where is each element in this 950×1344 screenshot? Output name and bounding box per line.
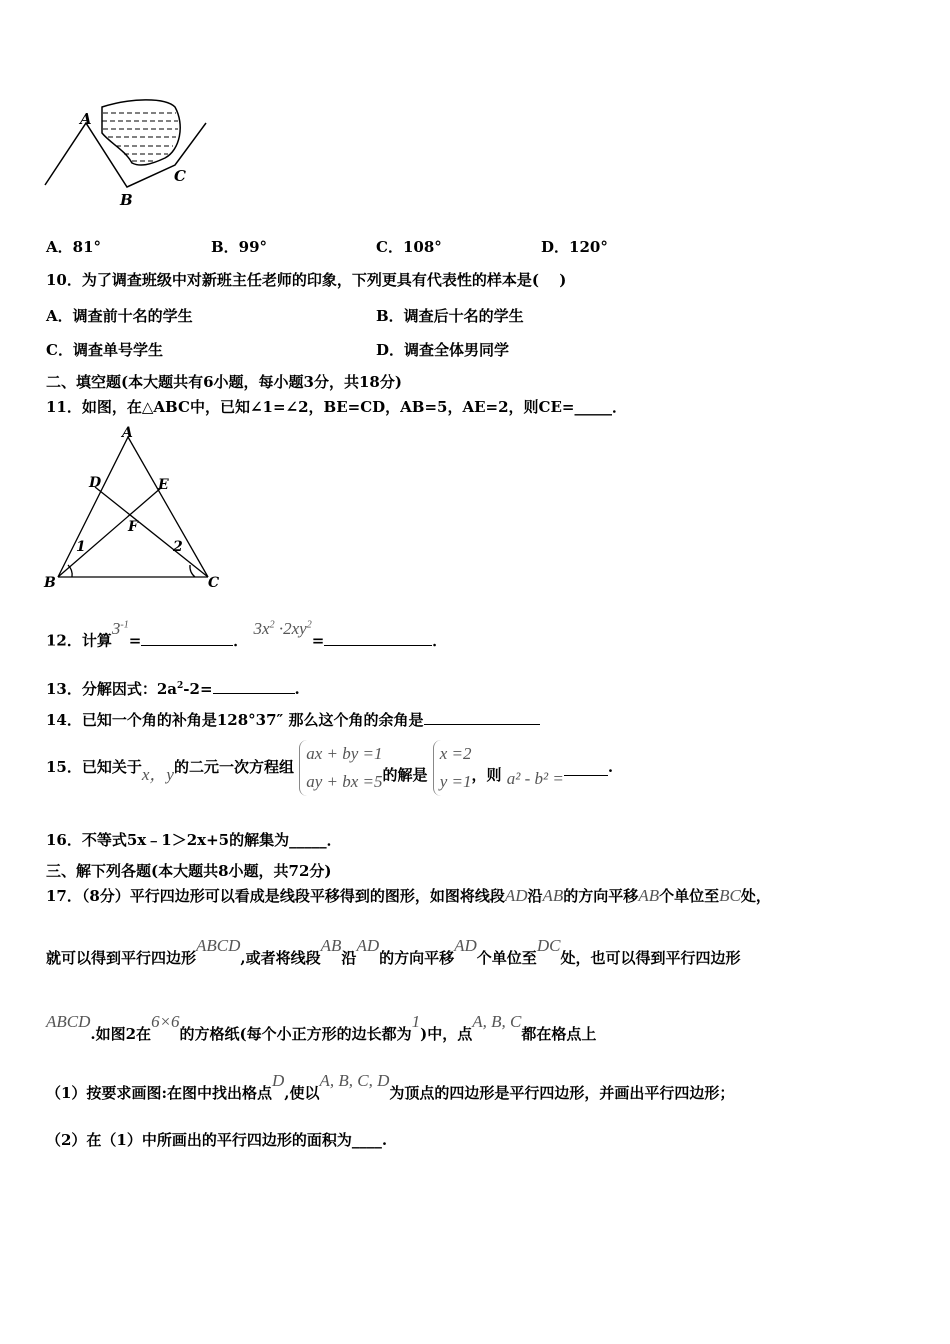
q17-line-3: ABCD.如图2在6×6的方格纸(每个小正方形的边长都为1)中，点A, B, C都在格点上 bbox=[46, 1012, 597, 1043]
q9-figure bbox=[40, 95, 220, 215]
svg-text:A: A bbox=[122, 425, 133, 441]
q17-line-2: 就可以得到平行四边形ABCD,或者将线段AB沿AD的方向平移AD个单位至DC处，也可以得到平行四边形 bbox=[46, 936, 741, 967]
q12-eq2: = bbox=[311, 631, 325, 650]
section-2-heading: 二、填空题(本大题共有6小题，每小题3分，共18分) bbox=[46, 373, 402, 391]
q17-line-1: 17．（8分）平行四边形可以看成是线段平移得到的图形，如图将线段AD沿AB的方向平移AB个单位至BC处， bbox=[46, 886, 771, 905]
q13-stem: 13．分解因式：$2a^2-2=$ . bbox=[46, 680, 300, 698]
q12-expr2: $3x^2 \cdot 2xy^2$ bbox=[253, 618, 312, 638]
q10-option-d[interactable]: D．调查全体男同学 bbox=[376, 341, 510, 359]
q12-blank-1[interactable] bbox=[141, 631, 233, 646]
svg-text:B: B bbox=[120, 191, 133, 209]
section-3-heading: 三、解下列各题(本大题共8小题，共72分) bbox=[46, 862, 332, 880]
q15-expr: a² - b² = bbox=[506, 769, 564, 788]
q12-blank-2[interactable] bbox=[324, 631, 432, 646]
q12-expr1: $3^{-1}$ bbox=[111, 618, 129, 638]
q12-stem bbox=[46, 618, 448, 651]
q10-option-a[interactable]: A．调查前十名的学生 bbox=[46, 307, 193, 325]
svg-text:D: D bbox=[89, 475, 102, 491]
q17-part-2: （2）在（1）中所画出的平行四边形的面积为____. bbox=[46, 1131, 388, 1149]
q9-option-b[interactable]: B．99° bbox=[211, 238, 268, 256]
q17-part-1: （1）按要求画图:在图中找出格点D,使以A, B, C, D为顶点的四边形是平行四边形，并画出平行四边形； bbox=[46, 1071, 735, 1102]
svg-text:2: 2 bbox=[173, 539, 183, 555]
q15-solution: x =2 y =1 bbox=[433, 740, 472, 796]
svg-text:B: B bbox=[44, 575, 56, 591]
q16-stem: 16．不等式5x﹣1＞2x+5的解集为_____． bbox=[46, 831, 342, 849]
q15-blank[interactable] bbox=[564, 761, 608, 776]
q11-stem: 11．如图，在△ABC中，已知∠1=∠2，BE=CD，AB=5，AE=2，则CE=_____． bbox=[46, 398, 627, 416]
q12-eq1: = bbox=[128, 631, 142, 650]
q9-option-d[interactable]: D．120° bbox=[541, 238, 608, 256]
svg-text:C: C bbox=[208, 575, 220, 591]
svg-text:F: F bbox=[128, 519, 138, 535]
q12-dot: ． bbox=[233, 631, 249, 650]
q10-stem: 10．为了调查班级中对新班主任老师的印象，下列更具有代表性的样本是( ) bbox=[46, 271, 567, 289]
svg-text:1: 1 bbox=[76, 539, 86, 555]
q9-option-c[interactable]: C．108° bbox=[376, 238, 442, 256]
q12-prefix: 12．计算 bbox=[46, 631, 112, 650]
svg-text:A: A bbox=[80, 110, 92, 128]
q11-triangle-figure bbox=[40, 425, 230, 595]
q15-vars: x，y bbox=[141, 765, 174, 784]
svg-text:C: C bbox=[174, 167, 186, 185]
q10-option-c[interactable]: C．调查单号学生 bbox=[46, 341, 163, 359]
q10-option-b[interactable]: B．调查后十名的学生 bbox=[376, 307, 524, 325]
q12-end: ． bbox=[432, 631, 448, 650]
q15-stem: 15．已知关于x，y的二元一次方程组 ax + by =1 ay + bx =5的解是 x =2 y =1，则 a² - b² =. bbox=[46, 740, 613, 796]
svg-text:E: E bbox=[158, 477, 169, 493]
q13-blank[interactable] bbox=[213, 679, 295, 694]
q14-stem: 14．已知一个角的补角是128°37″ 那么这个角的余角是 bbox=[46, 710, 540, 730]
q15-equation-system: ax + by =1 ay + bx =5 bbox=[299, 740, 382, 796]
q14-blank[interactable] bbox=[424, 710, 540, 725]
q9-option-a[interactable]: A．81° bbox=[46, 238, 102, 256]
